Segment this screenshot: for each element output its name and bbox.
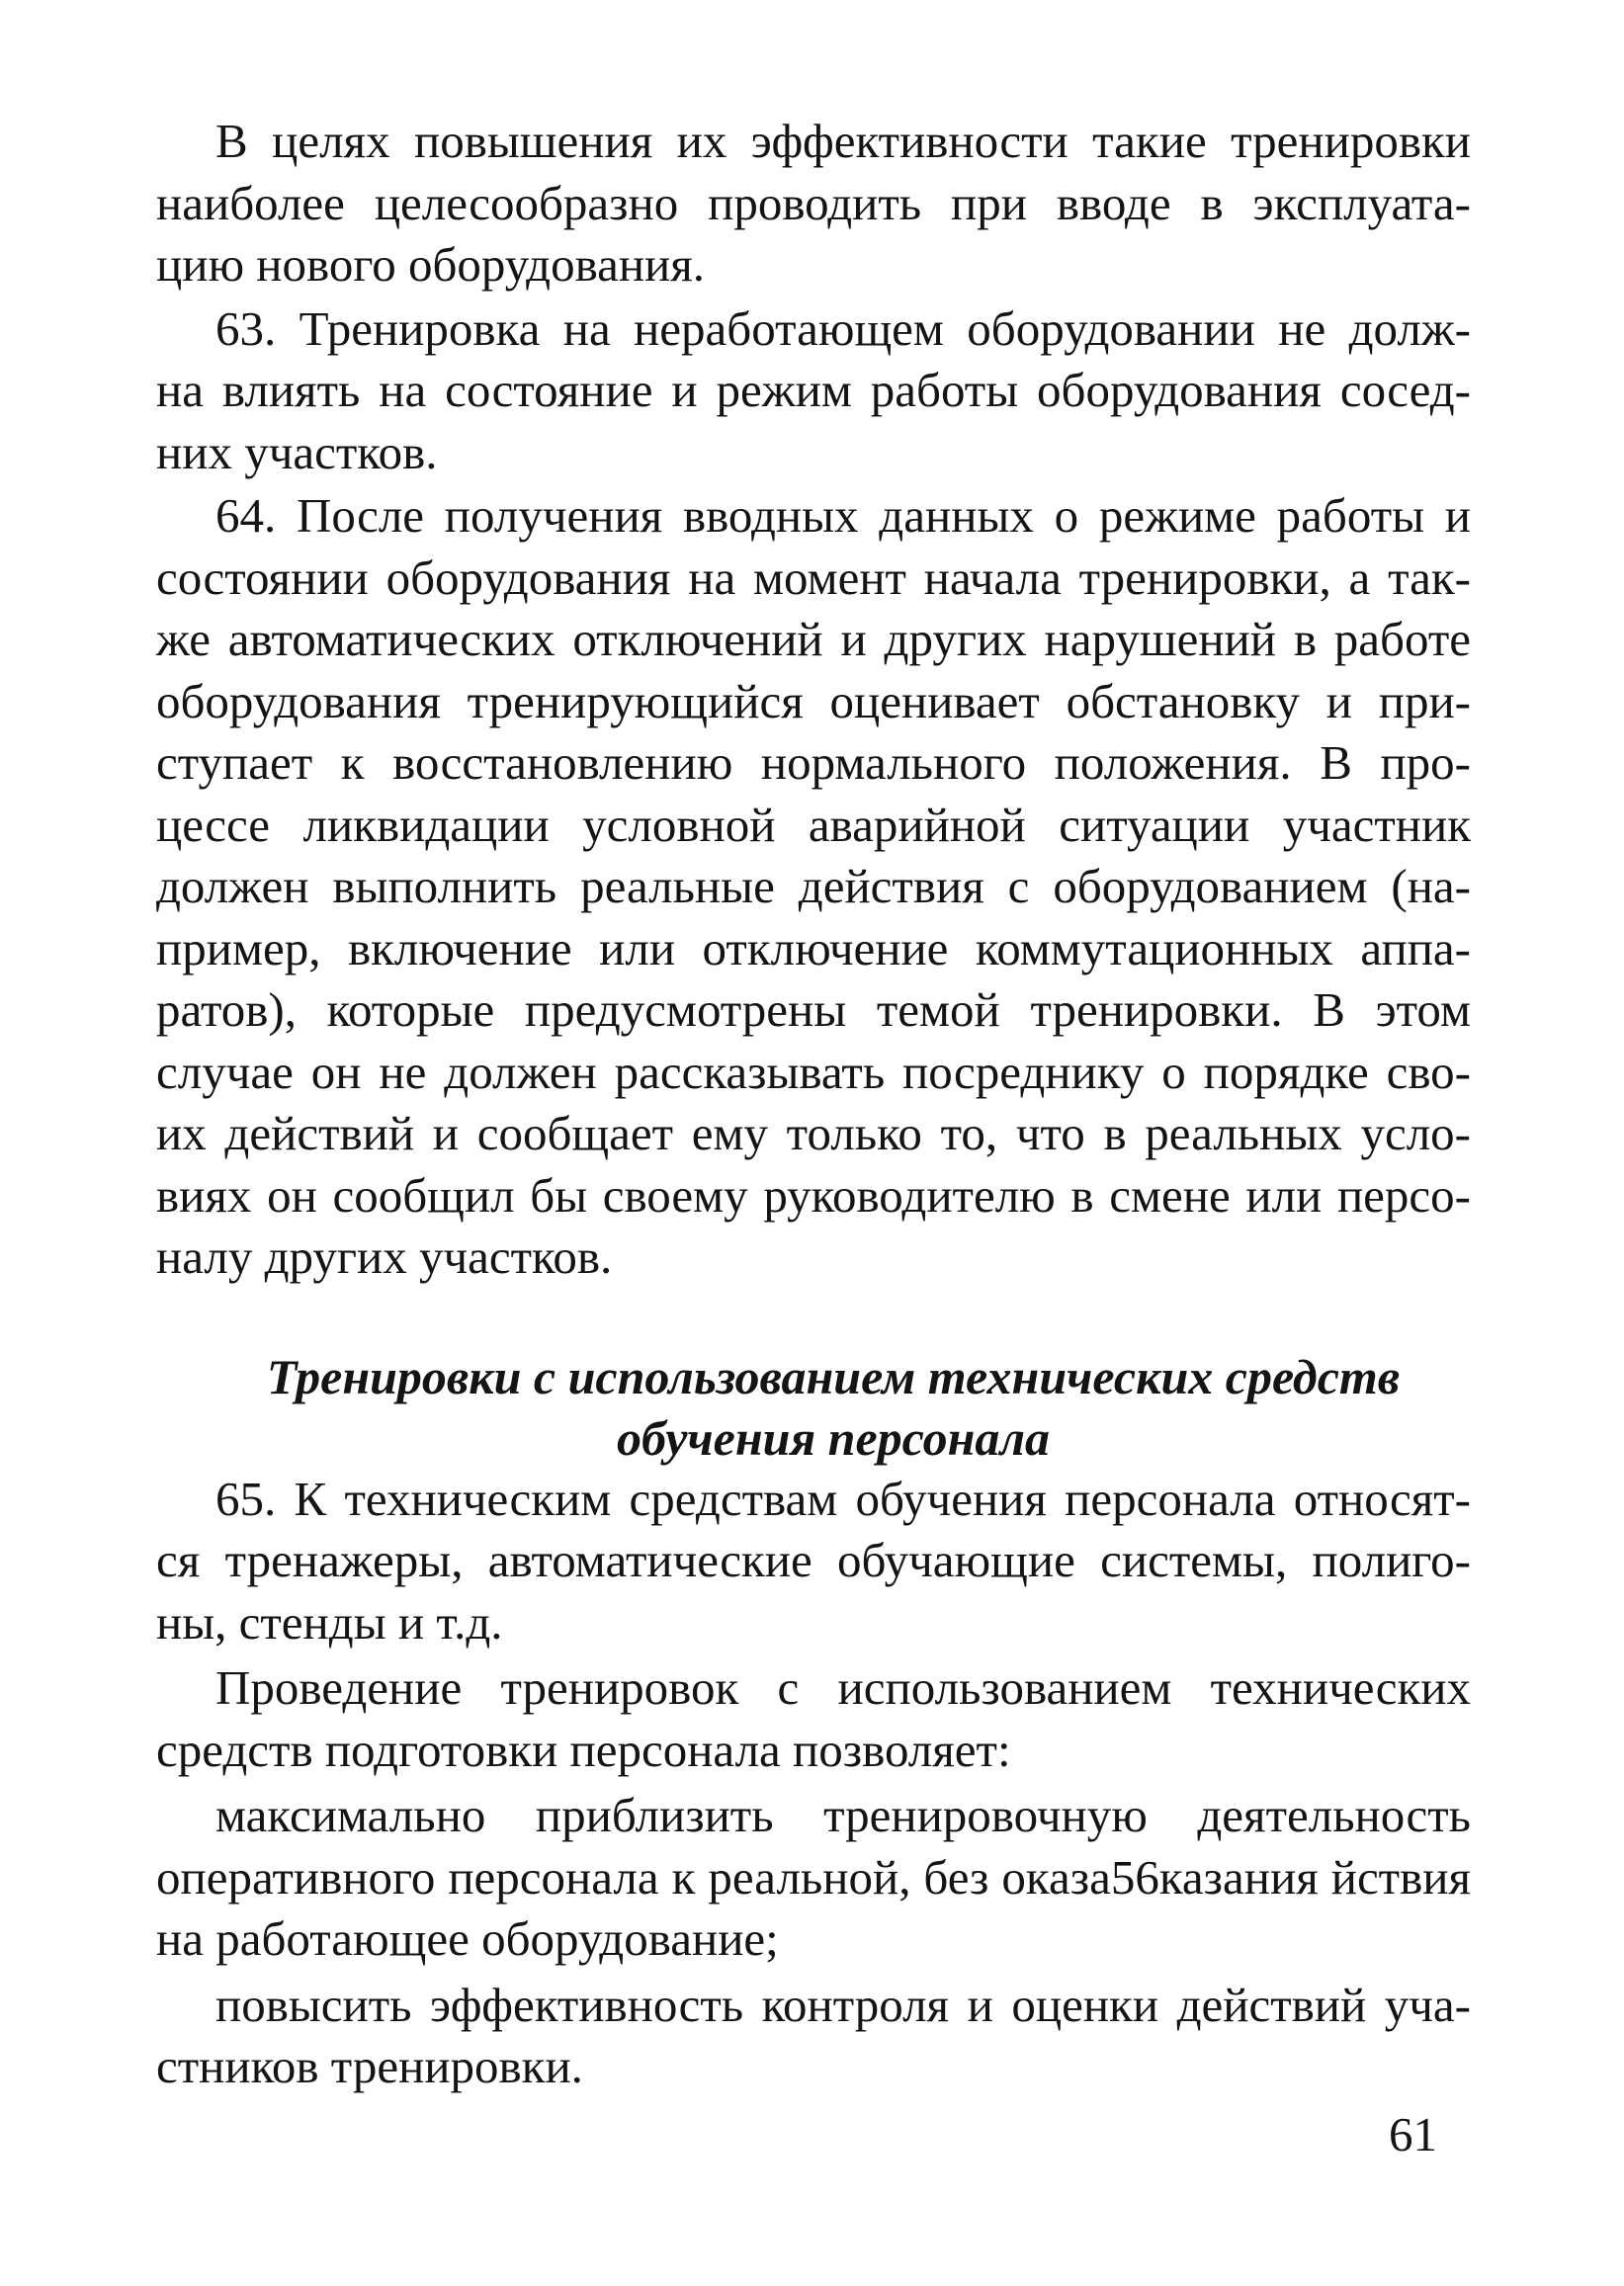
page-body — [156, 111, 1471, 2098]
paragraph-63 — [156, 298, 1471, 484]
paragraph-line: повысить эффективность контроля и оценки действий уча- — [215, 1977, 1471, 2032]
paragraph-65 — [156, 1469, 1471, 1654]
paragraph-line: цессе ликвидации условной аварийной ситуации участник — [156, 797, 1471, 852]
paragraph-line: оборудования тренирующийся оценивает обстановку и при- — [156, 673, 1471, 728]
paragraph-line: случае он не должен рассказывать посреднику о порядке сво- — [156, 1044, 1471, 1099]
paragraph-line: состоянии оборудования на момент начала тренировки, а так- — [156, 550, 1471, 605]
paragraph-line: максимально приблизить тренировочную деятельность — [215, 1788, 1471, 1842]
paragraph-line: Проведение тренировок с использованием технических — [215, 1660, 1471, 1715]
paragraph-line: ся тренажеры, автоматические обучающие системы, полиго- — [156, 1533, 1471, 1587]
paragraph-line: наиболее целесообразно проводить при вводе в эксплуата- — [156, 175, 1471, 230]
paragraph-line: оперативного персонала к реальной, без оказа56казания йствия — [156, 1849, 1471, 1905]
paragraph-conducting-trainings — [156, 1657, 1471, 1781]
page-number: 61 — [1389, 2107, 1437, 2161]
paragraph-line: должен выполнить реальные действия с оборудованием (на- — [156, 859, 1471, 913]
paragraph-line: же автоматических отключений и других нарушений в работе — [156, 612, 1471, 666]
paragraph-line: пример, включение или отключение коммутационных аппа- — [156, 920, 1471, 975]
paragraph-line: 65. К техническим средствам обучения персонала относят- — [215, 1471, 1471, 1526]
paragraph-line: налу других участков. — [156, 1229, 613, 1284]
paragraph-line: ны, стенды и т.д. — [156, 1594, 503, 1650]
paragraph-line: 63. Тренировка на неработающем оборудовании не долж- — [215, 300, 1471, 356]
section-heading-line-2: обучения персонала — [616, 1409, 1051, 1466]
section-heading — [156, 1346, 1471, 1469]
paragraph-line: ратов), которые предусмотрены темой тренировки. В этом — [156, 982, 1471, 1037]
paragraph-line: В целях повышения их эффективности такие тренировки — [215, 114, 1471, 168]
paragraph-line: 64. После получения вводных данных о режиме работы и — [215, 488, 1471, 543]
paragraph-line: ступает к восстановлению нормального положения. В про- — [156, 735, 1471, 790]
paragraph-line: цию нового оборудования. — [156, 237, 706, 292]
paragraph-line: на влиять на состояние и режим работы оборудования сосед- — [156, 363, 1471, 417]
paragraph-line: их действий и сообщает ему только то, что в реальных усло- — [156, 1106, 1471, 1160]
paragraph-line: них участков. — [156, 424, 438, 479]
paragraph-increase-efficiency — [156, 1975, 1471, 2098]
paragraph-line: на работающее оборудование; — [156, 1911, 779, 1966]
paragraph-64 — [156, 485, 1471, 1289]
paragraph-maximally-approach — [156, 1785, 1471, 1971]
paragraph-line: виях он сообщил бы своему руководителю в смене или персо- — [156, 1167, 1471, 1223]
section-heading-line-1: Тренировки с использованием технических средств — [266, 1348, 1401, 1404]
paragraph-1 — [156, 111, 1471, 296]
paragraph-line: стников тренировки. — [156, 2039, 583, 2093]
paragraph-line: средств подготовки персонала позволяет: — [156, 1722, 1011, 1777]
